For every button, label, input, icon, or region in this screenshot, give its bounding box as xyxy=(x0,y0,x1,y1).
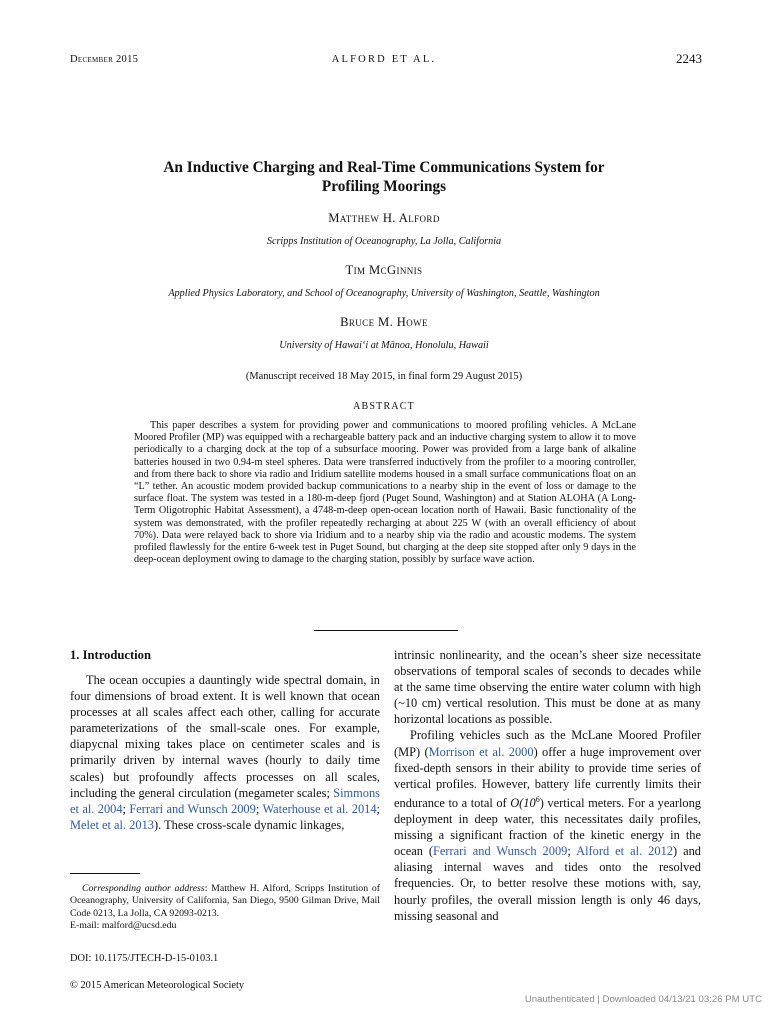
download-watermark: Unauthenticated | Downloaded 04/13/21 03:26 PM UTC xyxy=(524,994,762,1005)
citation-link[interactable]: Melet et al. 2013 xyxy=(70,817,154,832)
footnote-text: : Matthew H. Alford, Scripps Institution of Oceanography, University of California, San Diego, 9500 Gilman Drive, Mail Code 0213, La Jolla, CA 92093-0213. xyxy=(70,883,380,919)
citation-link[interactable]: Simmons et al. 2004 xyxy=(70,785,380,816)
author-name-2: Tim McGinnis xyxy=(345,263,423,277)
right-column xyxy=(394,647,701,924)
right-column-paragraph-2 xyxy=(394,727,701,923)
author-affiliation-2: Applied Physics Laboratory, and School of Oceanography, University of Washington, Seattle, Washington xyxy=(168,288,600,299)
author-affiliation-3: University of Hawai‘i at Mānoa, Honolulu, Hawaii xyxy=(279,340,489,351)
body-text: ; xyxy=(255,801,263,816)
author-affiliation-1: Scripps Institution of Oceanography, La Jolla, California xyxy=(266,236,502,247)
paper-title xyxy=(130,158,638,196)
body-text: ) offer a huge improvement over fixed-depth sensors in their ability to provide time series of vertical profiles. However, battery life currently limits their endurance to a total of xyxy=(394,744,701,810)
section-heading: 1. Introduction xyxy=(70,648,151,662)
body-text: ) vertical meters. For a yearlong deployment in deep water, this necessitates daily profiles, missing a significant fraction of the kinetic energy in the ocean ( xyxy=(394,795,701,859)
footnote-label: Corresponding author address xyxy=(82,883,205,894)
citation-link[interactable]: Waterhouse et al. 2014 xyxy=(262,801,377,816)
body-text: ; xyxy=(122,801,130,816)
footnote-divider xyxy=(70,873,140,874)
abstract-text: This paper describes a system for providing power and communications to moored profiling vehicles. A McLane Moored Profiler (MP) was equipped with a rechargeable battery pack and an inductive charging system to allow it to move periodically to a charging dock at the top of a subsurface mooring. Power was provided from a large bank of alkaline batteries housed in two 0.94-m steel spheres. Data were transferred inductively from the profiler to a mooring controller, and from there back to shore via radio and Iridium satellite modems housed in a small surface communications float on an “L” tether. An acoustic modem provided backup communications to a nearby ship in the event of loss or damage to the surface float. The system was tested in a 180-m-deep fjord (Puget Sound, Washington) and at Station ALOHA (A Long-Term Oligotrophic Habitat Assessment), a 4748-m-deep open-ocean location north of Hawaii. Basic functionality of the system was demonstrated, with the profiler repeatedly recharging at about 225 W (with an overall efficiency of about 70%). Data were relayed back to shore via Iridium and to a nearby ship via the radio and acoustic modems. The system profiled flawlessly for the entire 6-week test in Puget Sound, but charging at the deep site stopped after only 9 days in the deep-ocean deployment owing to damage to the charging station, possibly by surface wave action. xyxy=(134,420,636,566)
footnote-email: E-mail: malford@ucsd.edu xyxy=(70,919,177,931)
citation-link[interactable]: Ferrari and Wunsch 2009 xyxy=(129,801,256,816)
author-name-3: Bruce M. Howe xyxy=(340,315,428,329)
corresponding-author-footnote xyxy=(70,883,380,932)
citation-link[interactable]: Alford et al. 2012 xyxy=(576,844,673,859)
body-text: ; xyxy=(567,844,577,859)
copyright: © 2015 American Meteorological Society xyxy=(70,980,245,991)
abstract-divider xyxy=(314,630,458,631)
doi: DOI: 10.1175/JTECH-D-15-0103.1 xyxy=(70,953,219,964)
order-notation: O(10 xyxy=(510,795,536,810)
body-text: ) and aliasing internal waves and tides onto the resolved frequencies. Or, to better resolve these motions with, say, hourly profiles, the overall mission length is only 46 days, missing seasonal and xyxy=(394,844,701,923)
order-exponent: 6 xyxy=(535,794,540,804)
body-text: Profiling vehicles such as the McLane Moored Profiler (MP) ( xyxy=(394,728,701,759)
body-text: The ocean occupies a dauntingly wide spectral domain, in four dimensions of broad extent. It is well known that ocean processes at all scales affect each other, calling for accurate parameterizations of the small-scale ones. For example, diapycnal mixing takes place on centimeter scales and is primarily driven by internal waves (hourly to daily time scales) but profoundly affects processes on all scales, including the general circulation (megameter scales; xyxy=(70,673,380,800)
manuscript-dates: (Manuscript received 18 May 2015, in final form 29 August 2015) xyxy=(245,371,523,382)
paper-title-line-2: Profiling Moorings xyxy=(321,178,447,195)
left-column-paragraph xyxy=(70,672,380,833)
citation-link[interactable]: Ferrari and Wunsch 2009 xyxy=(433,844,568,859)
body-text: ; xyxy=(376,801,380,816)
body-text: ). These cross-scale dynamic linkages, xyxy=(153,817,345,832)
right-column-paragraph-1: intrinsic nonlinearity, and the ocean’s sheer size necessitate observations of temporal scales of seconds to decades while at the same time observing the entire water column with high (~10 cm) vertical resolution. This must be done at as many horizontal locations as possible. xyxy=(394,648,701,727)
abstract-heading: ABSTRACT xyxy=(353,401,415,412)
page-number: 2243 xyxy=(676,51,702,66)
running-header-date: December 2015 xyxy=(70,54,139,65)
paper-title-line-1: An Inductive Charging and Real-Time Communications System for xyxy=(163,159,605,176)
citation-link[interactable]: Morrison et al. 2000 xyxy=(428,744,534,759)
running-header-authors: ALFORD ET AL. xyxy=(331,54,437,65)
author-name-1: Matthew H. Alford xyxy=(328,211,440,225)
